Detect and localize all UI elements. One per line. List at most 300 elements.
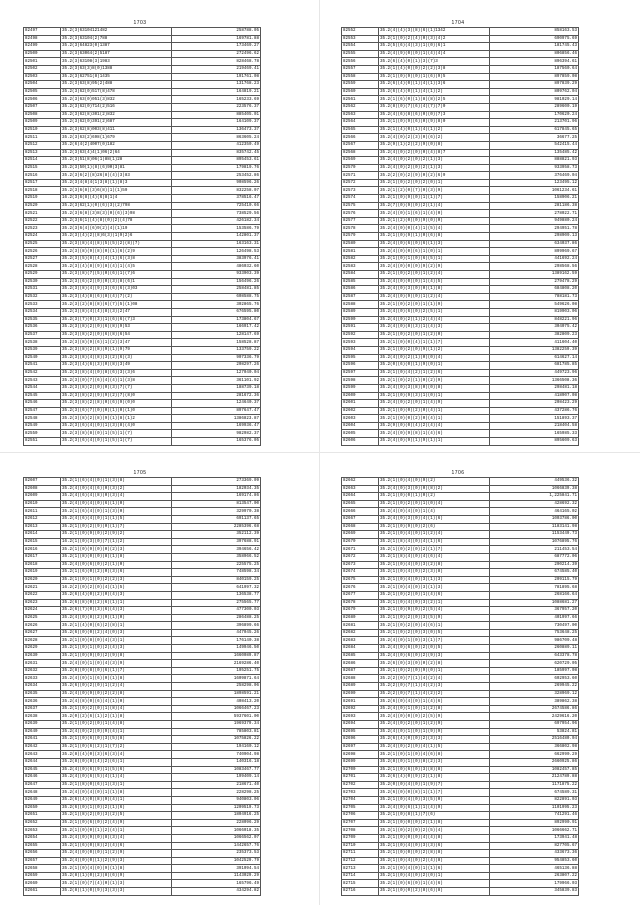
amount-cell: 1171875.22 [490, 781, 579, 789]
table-row [24, 392, 261, 400]
amount-cell: 434294.82 [172, 888, 261, 896]
code-cell: 35.2(1)(0)(4)(2)(1)(2)(6) [379, 369, 490, 377]
table-row [24, 683, 261, 691]
code-cell: 35.2(1)(2)(0)(7)(0)(3)(9) [379, 187, 490, 195]
amount-cell: 863605.24 [172, 134, 261, 142]
row-id-cell: 82568 [342, 149, 379, 157]
row-id-cell: 82529 [24, 271, 61, 279]
row-id-cell: 82552 [342, 28, 379, 36]
amount-cell: 1366508.36 [490, 377, 579, 385]
table-row [342, 842, 579, 850]
table-row [24, 819, 261, 827]
row-id-cell: 82560 [342, 88, 379, 96]
table-row [24, 240, 261, 248]
code-cell: 35.2(1)(0)(0)(2)(0)(4)(1) [379, 415, 490, 423]
code-cell: 35.2(2)(0)(7)(1)(4)(2)(3) [379, 683, 490, 691]
table-row [342, 58, 579, 66]
row-id-cell: 82593 [342, 339, 379, 347]
amount-cell: 1066839.38 [490, 485, 579, 493]
row-id-cell: 82605 [342, 430, 379, 438]
row-id-cell: 82527 [24, 255, 61, 263]
row-id-cell: 82556 [342, 58, 379, 66]
table-row [24, 637, 261, 645]
code-cell: 35.2(4)(0)(2)(0)(1)(2)(9) [379, 721, 490, 729]
table-row [24, 278, 261, 286]
row-id-cell: 82595 [342, 354, 379, 362]
amount-cell: 126498.53 [172, 248, 261, 256]
code-cell: 35.2(4)(0)(1)(0)(1)(9)(9) [379, 728, 490, 736]
code-cell: 35.2(3)(8)(2)(0)(6)(8)(6)54 [61, 331, 172, 339]
row-id-cell: 82708 [342, 827, 379, 835]
amount-cell: 1082457.85 [490, 766, 579, 774]
code-cell: 35.2(4)(0)(6)(0)(2)(5)(1) [379, 308, 490, 316]
amount-cell: 1389162.59 [490, 271, 579, 279]
code-cell: 35.2(1)(0)(4)(0)(2)(3)(8) [379, 569, 490, 577]
table-row [342, 872, 579, 880]
code-cell: 35.2(1)(0)(1)(0)(2)(2)(3) [61, 576, 172, 584]
row-id-cell: 82688 [342, 675, 379, 683]
amount-cell: 662990.29 [490, 751, 579, 759]
code-cell: 35.2(4)(0)(2)(0)(4)(1)(5) [379, 743, 490, 751]
row-id-cell: 82631 [24, 660, 61, 668]
table-row [342, 430, 579, 438]
code-cell: 35.2(1)(0)(2)(0)(9)(0)(1) [379, 667, 490, 675]
row-id-cell: 82562 [342, 103, 379, 111]
table-row [24, 478, 261, 486]
code-cell: 35.2(1)(0)(2)(0)(1)(2)(0) [379, 331, 490, 339]
amount-cell: 272496.62 [172, 50, 261, 58]
row-id-cell: 82630 [24, 652, 61, 660]
row-id-cell: 82572 [342, 179, 379, 187]
code-cell: 35.2(4)(0)(4)(0)(1)(1)(8) [61, 789, 172, 797]
amount-cell: 153586.79 [172, 225, 261, 233]
row-id-cell: 82686 [342, 660, 379, 668]
row-id-cell: 82714 [342, 872, 379, 880]
table-row [24, 346, 261, 354]
code-cell: 35.2(3)63(8)95(2)488 [61, 81, 172, 89]
code-cell: 35.2(3)6(1)(4)(8)(0)(2)(4)78 [61, 217, 172, 225]
amount-cell: 888821.93 [490, 157, 579, 165]
code-cell: 35.2(4)(0)(0)(6)(1)(0)(1) [379, 248, 490, 256]
code-cell: 35.2(2)(0)(2)(9)(0)(2)(6)9 [379, 172, 490, 180]
amount-cell: 133759.22 [172, 346, 261, 354]
code-cell: 35.2(1)(0)(7)(4)(0)(1)(3) [61, 880, 172, 888]
code-cell: 35.2(1)(0)(2)(0)(2)(5)(4) [379, 827, 490, 835]
amount-cell: 169936.47 [172, 422, 261, 430]
amount-cell: 465136.88 [490, 865, 579, 873]
table-row [24, 308, 261, 316]
row-id-cell: 82571 [342, 172, 379, 180]
amount-cell: 391094.54 [172, 865, 261, 873]
amount-cell: 211453.54 [490, 546, 579, 554]
amount-cell: 1382259.39 [490, 346, 579, 354]
table-row [342, 599, 579, 607]
amount-cell: 748598.34 [172, 569, 261, 577]
row-id-cell: 82566 [342, 134, 379, 142]
amount-cell: 165796.49 [172, 880, 261, 888]
table-row [24, 812, 261, 820]
code-cell: 35.2(1)(6)(4)(0)(1)(3)(8) [61, 478, 172, 486]
amount-cell: 1804916.25 [172, 812, 261, 820]
table-row [24, 690, 261, 698]
amount-cell: 907336.79 [172, 354, 261, 362]
row-id-cell: 82643 [24, 751, 61, 759]
code-cell: 35.2(4)(0)(4)(0)(6)(1)(0) [61, 500, 172, 508]
code-cell: 35.2(4)(0)(6)(0)(2)(9)(3) [379, 652, 490, 660]
row-id-cell: 82644 [24, 758, 61, 766]
table-row [24, 35, 261, 43]
code-cell: 35.2(4)(0)(6)(0)(6)(1)(3) [379, 240, 490, 248]
table-row [342, 407, 579, 415]
table-row [24, 301, 261, 309]
row-id-cell: 82632 [24, 667, 61, 675]
code-cell: 35.2(3)4(8)4(1)3(8)(1)(8)3 [61, 179, 172, 187]
table-row [342, 607, 579, 615]
amount-cell: 832258.07 [172, 187, 261, 195]
table-row [342, 111, 579, 119]
amount-cell: 219469.41 [172, 65, 261, 73]
code-cell: 35.2(4)(0)(9)(1)(9)(1)(1) [379, 438, 490, 446]
row-id-cell: 82710 [342, 842, 379, 850]
code-cell: 35.2(8)(0)(7)(6)(4)(7)(7)0 [379, 103, 490, 111]
code-cell: 35.2(3)(0)(7)(6)(4)(4)(1)(3)8 [61, 377, 172, 385]
amount-cell: 895609.63 [490, 438, 579, 446]
amount-cell: 697954.96 [490, 721, 579, 729]
code-cell: 35.2(1)(4)(0)(0)(2)(2)(3)8 [379, 65, 490, 73]
amount-cell: 194160.12 [172, 743, 261, 751]
amount-cell: 278022.71 [490, 210, 579, 218]
amount-cell: 2285396.68 [172, 523, 261, 531]
code-cell: 35.2(4)(0)(2)(1)(0)(0)(4) [379, 354, 490, 362]
code-cell: 35.2(4)(0)(2)(1)(2)(4)(4) [379, 316, 490, 324]
table-row [342, 377, 579, 385]
amount-cell: 181745.43 [490, 43, 579, 51]
code-cell: 35.2(4)(0)(0)(1)(2)(9)(3) [61, 857, 172, 865]
code-cell: 35.2(8)(1)(0)(2)(8)(6)(9) [61, 872, 172, 880]
row-id-cell: 82640 [24, 728, 61, 736]
amount-cell: 131768.23 [172, 81, 261, 89]
amount-cell: 289600.19 [490, 103, 579, 111]
table-row [24, 149, 261, 157]
row-id-cell: 82690 [342, 690, 379, 698]
row-id-cell: 82661 [24, 888, 61, 896]
code-cell: 35.2(4)(0)(6)(0)(2)(0)(5) [379, 645, 490, 653]
code-cell: 35.2(8)(0)(8)(4)(2)(6)(1) [61, 758, 172, 766]
row-id-cell: 82681 [342, 622, 379, 630]
row-id-cell: 82522 [24, 217, 61, 225]
amount-cell: 433673.36 [490, 850, 579, 858]
row-id-cell: 82676 [342, 584, 379, 592]
row-id-cell: 82520 [24, 202, 61, 210]
row-id-cell: 82553 [342, 35, 379, 43]
amount-cell: 1183141.98 [490, 523, 579, 531]
row-id-cell: 82513 [24, 149, 61, 157]
amount-cell: 896394.61 [490, 58, 579, 66]
table-row [24, 758, 261, 766]
row-id-cell: 82687 [342, 667, 379, 675]
code-cell: 35.2(7)(0)(9)(0)(2)(1)(4) [379, 202, 490, 210]
amount-cell: 298909.13 [490, 233, 579, 241]
code-cell: 35.2(1)(6)(0)(8)(2)(4)(6) [61, 842, 172, 850]
row-id-cell: 82604 [342, 422, 379, 430]
code-cell: 35.2(6)(0)(4)(0)(1)(4)(6) [379, 698, 490, 706]
amount-cell: 684808.20 [490, 286, 579, 294]
amount-cell: 124640.37 [172, 400, 261, 408]
code-cell: 35.2(1)(0)(9)(1)(0)(6)(8) [379, 233, 490, 241]
row-id-cell: 82610 [24, 500, 61, 508]
row-id-cell: 82574 [342, 195, 379, 203]
code-cell: 35.2(1)(0)(2)(0)(4)(6)(1) [379, 622, 490, 630]
row-id-cell: 82539 [24, 346, 61, 354]
amount-cell: 949880.24 [490, 217, 579, 225]
row-id-cell: 82692 [342, 705, 379, 713]
table-row [342, 210, 579, 218]
table-row [342, 225, 579, 233]
table-row [24, 422, 261, 430]
table-row [342, 645, 579, 653]
table-row [342, 523, 579, 531]
table-row [342, 415, 579, 423]
table-row [24, 569, 261, 577]
code-cell: 35.2(6)(4)(0)(0)(2)(3)(3) [379, 736, 490, 744]
row-id-cell: 82545 [24, 392, 61, 400]
row-id-cell: 82565 [342, 126, 379, 134]
amount-cell: 412350.49 [172, 141, 261, 149]
amount-cell: 428692.32 [490, 500, 579, 508]
code-cell: 35.2(4)(0)(0)(0)(1)(2)(9) [61, 850, 172, 858]
row-id-cell: 82658 [24, 865, 61, 873]
code-cell: 35.2(6)(4)(0)(9)(2)(1)(8) [379, 774, 490, 782]
code-cell: 35.2(4)(0)(3)(8)(0)(0)(8) [379, 384, 490, 392]
row-id-cell: 82555 [342, 50, 379, 58]
code-cell: 35.2(1)(0)(6)(0)(3)(8)(8) [379, 766, 490, 774]
row-id-cell: 82642 [24, 743, 61, 751]
table-row [342, 43, 579, 51]
table-row [24, 667, 261, 675]
code-cell: 35.2(3)63(2)698(1)679 [61, 134, 172, 142]
row-id-cell: 82567 [342, 141, 379, 149]
code-cell: 35.2(4)(6)(4)(8)(0)(3)(4) [61, 493, 172, 501]
table-row [342, 721, 579, 729]
code-cell: 35.2(1)(4)(0)(1)(4)(1)(2) [379, 126, 490, 134]
amount-cell: 549626.08 [490, 301, 579, 309]
table-row [24, 126, 261, 134]
code-cell: 35.2(3)51(8)06(1)88(1)28 [61, 157, 172, 165]
code-cell: 35.2(1)(0)(4)(0)(3)(2)(8) [379, 561, 490, 569]
amount-cell: 1153449.73 [490, 531, 579, 539]
code-cell: 35.2(1)(0)(2)(0)(1)(4)(6) [379, 591, 490, 599]
code-cell: 35.2(3)62(0)517(8)478 [61, 88, 172, 96]
row-id-cell: 82525 [24, 240, 61, 248]
table-row [24, 705, 261, 713]
amount-cell: 263807.22 [490, 872, 579, 880]
amount-cell: 165233.69 [172, 96, 261, 104]
row-id-cell: 82625 [24, 614, 61, 622]
table-row [24, 415, 261, 423]
table-row [24, 339, 261, 347]
amount-cell: 1101995.23 [490, 804, 579, 812]
amount-cell: 294951.78 [490, 225, 579, 233]
amount-cell: 358966.52 [172, 553, 261, 561]
amount-cell: 982982.37 [172, 430, 261, 438]
code-cell: 35.2(4)(8)(0)(6)(4)(1)(0) [61, 698, 172, 706]
amount-cell: 441692.24 [490, 255, 579, 263]
code-cell: 35.2(1)(0)(0)(2)(0)(4)(1) [379, 407, 490, 415]
row-id-cell: 82701 [342, 774, 379, 782]
table-row [342, 271, 579, 279]
amount-cell: 173941.48 [490, 834, 579, 842]
code-cell: 35.2(4)(0)(1)(0)(1)(2)(8) [379, 705, 490, 713]
row-id-cell: 82590 [342, 316, 379, 324]
row-id-cell: 82557 [342, 65, 379, 73]
amount-cell: 687772.06 [490, 553, 579, 561]
row-id-cell: 82503 [24, 73, 61, 81]
amount-cell: 53824.81 [490, 728, 579, 736]
code-cell: 35.2(1)(0)(0)(0)(2)(8)(8) [379, 850, 490, 858]
table-row [342, 652, 579, 660]
table-row [342, 819, 579, 827]
table-row [342, 667, 579, 675]
amount-cell: 1042529.79 [172, 857, 261, 865]
code-cell: 35.2(1)(0)(4)(0)(3)(1)(3) [379, 576, 490, 584]
row-id-cell: 82512 [24, 141, 61, 149]
amount-cell: 1066562.07 [172, 834, 261, 842]
amount-cell: 608588.75 [172, 293, 261, 301]
table-row [342, 705, 579, 713]
amount-cell: 5937601.00 [172, 713, 261, 721]
row-id-cell: 82543 [24, 377, 61, 385]
code-cell: 35.2(4)(0)(4)(0)(1)(4) [379, 508, 490, 516]
code-cell: 35.2(1)(0)(2)(0)(3)(0)(5) [379, 629, 490, 637]
code-cell: 16.2(3)6(8)(4)(6)8(1)4 [61, 195, 172, 203]
code-cell: 35.2(4)(6)(8)(6)(0)(0)(7)3 [379, 111, 490, 119]
amount-cell: 897839.29 [490, 81, 579, 89]
row-id-cell: 82711 [342, 850, 379, 858]
table-row [342, 531, 579, 539]
table-row [24, 324, 261, 332]
row-id-cell: 82698 [342, 751, 379, 759]
code-cell: 35.2(1)(0)(9)(0)(2)(9)(2) [61, 531, 172, 539]
amount-cell: 785803.81 [172, 728, 261, 736]
row-id-cell: 82669 [342, 531, 379, 539]
amount-cell: 164819.21 [172, 88, 261, 96]
amount-cell: 286488.25 [172, 614, 261, 622]
code-cell: 35.2(6)(0)(2)(0)(1)(2)(4) [61, 683, 172, 691]
amount-cell: 228298.25 [172, 789, 261, 797]
code-cell: 35.2(8)(1)(0)(9)(3)(3)(3) [61, 888, 172, 896]
table-row [342, 346, 579, 354]
row-id-cell: 82533 [24, 301, 61, 309]
table-row [342, 576, 579, 584]
table-row [342, 660, 579, 668]
amount-cell: 1386823.87 [172, 415, 261, 423]
code-cell: 35.2(3)6(4)(6)9(2)(4)(1)19 [61, 225, 172, 233]
table-row [24, 584, 261, 592]
table-row [342, 553, 579, 561]
amount-cell: 158528.87 [172, 339, 261, 347]
row-id-cell: 82519 [24, 195, 61, 203]
amount-cell: 170620.24 [490, 111, 579, 119]
code-cell: 35.2(6)(0)(0)(2)(4)(0)(3) [61, 629, 172, 637]
row-id-cell: 82586 [342, 286, 379, 294]
table-row [24, 872, 261, 880]
code-cell: 35.2(1)(0)(4)(0)(1)(2)(4) [379, 531, 490, 539]
row-id-cell: 82709 [342, 834, 379, 842]
row-id-cell: 82526 [24, 248, 61, 256]
row-id-cell: 82671 [342, 546, 379, 554]
table-row [342, 698, 579, 706]
row-id-cell: 82614 [24, 531, 61, 539]
code-cell: 35.2(4)(9)(0)(0)(1)(4)(4)4 [379, 50, 490, 58]
table-row [342, 493, 579, 501]
table-row [342, 293, 579, 301]
amount-cell: 166917.42 [172, 324, 261, 332]
amount-cell: 195251.75 [172, 667, 261, 675]
code-cell: 35.2(9)(0)(0)(4)(2)(4)(4) [379, 422, 490, 430]
table-row [342, 584, 579, 592]
amount-cell: 753648.25 [490, 629, 579, 637]
table-row [342, 478, 579, 486]
code-cell: 35.2(3)(8)(2)(9)(9)(2)(7)(8)0 [61, 392, 172, 400]
amount-cell: 848221.96 [490, 316, 579, 324]
table-row [24, 286, 261, 294]
table-row [24, 721, 261, 729]
amount-cell: 165985.33 [490, 430, 579, 438]
data-table [341, 477, 579, 896]
code-cell: 35.2(3)63(3)8(0)1388 [61, 65, 172, 73]
amount-cell: 260889.11 [490, 645, 579, 653]
amount-cell: 213701.96 [490, 119, 579, 127]
row-id-cell: 82613 [24, 523, 61, 531]
row-id-cell: 82558 [342, 73, 379, 81]
code-cell: 35.2(1)(0)(2)(0)(1)(4)(8) [61, 721, 172, 729]
amount-cell: 813547.00 [172, 500, 261, 508]
code-cell: 35.2(1)(0)(1)(0)(2)(4)(3) [61, 645, 172, 653]
row-id-cell: 82518 [24, 187, 61, 195]
table-row [24, 369, 261, 377]
code-cell: 35.2(4)(0)(6)(1)(1)(4)(9) [379, 804, 490, 812]
code-cell: 35.2(1)(0)(4)(0)(2)(0)(1) [379, 872, 490, 880]
sheet-title: 1706 [451, 470, 465, 476]
row-id-cell: 82602 [342, 407, 379, 415]
table-row [24, 774, 261, 782]
row-id-cell: 82657 [24, 857, 61, 865]
amount-cell: 486032.60 [172, 263, 261, 271]
amount-cell: 897859.08 [490, 73, 579, 81]
row-id-cell: 82504 [24, 81, 61, 89]
amount-cell: 378516.47 [172, 195, 261, 203]
amount-cell: 123495.12 [490, 179, 579, 187]
table-row [342, 880, 579, 888]
row-id-cell: 82652 [24, 819, 61, 827]
table-row [24, 538, 261, 546]
amount-cell: 135485.42 [490, 149, 579, 157]
amount-cell: 2516480.04 [490, 736, 579, 744]
table-row [24, 728, 261, 736]
amount-cell: 674589.31 [490, 789, 579, 797]
row-id-cell: 82573 [342, 187, 379, 195]
table-row [342, 316, 579, 324]
code-cell: 35.2(6)4(2)4007(0)182 [61, 141, 172, 149]
amount-cell: 822891.03 [490, 796, 579, 804]
code-cell: 35.2(3)(4)(8)(9)(8)(4)(1)(4)5 [61, 263, 172, 271]
row-id-cell: 82704 [342, 796, 379, 804]
row-id-cell: 82615 [24, 538, 61, 546]
code-cell: 35.2(1)(2)(0)(0)(9)(0)(0) [379, 217, 490, 225]
amount-cell: 447045.26 [172, 629, 261, 637]
row-id-cell: 82624 [24, 607, 61, 615]
amount-cell: 933958.73 [490, 164, 579, 172]
